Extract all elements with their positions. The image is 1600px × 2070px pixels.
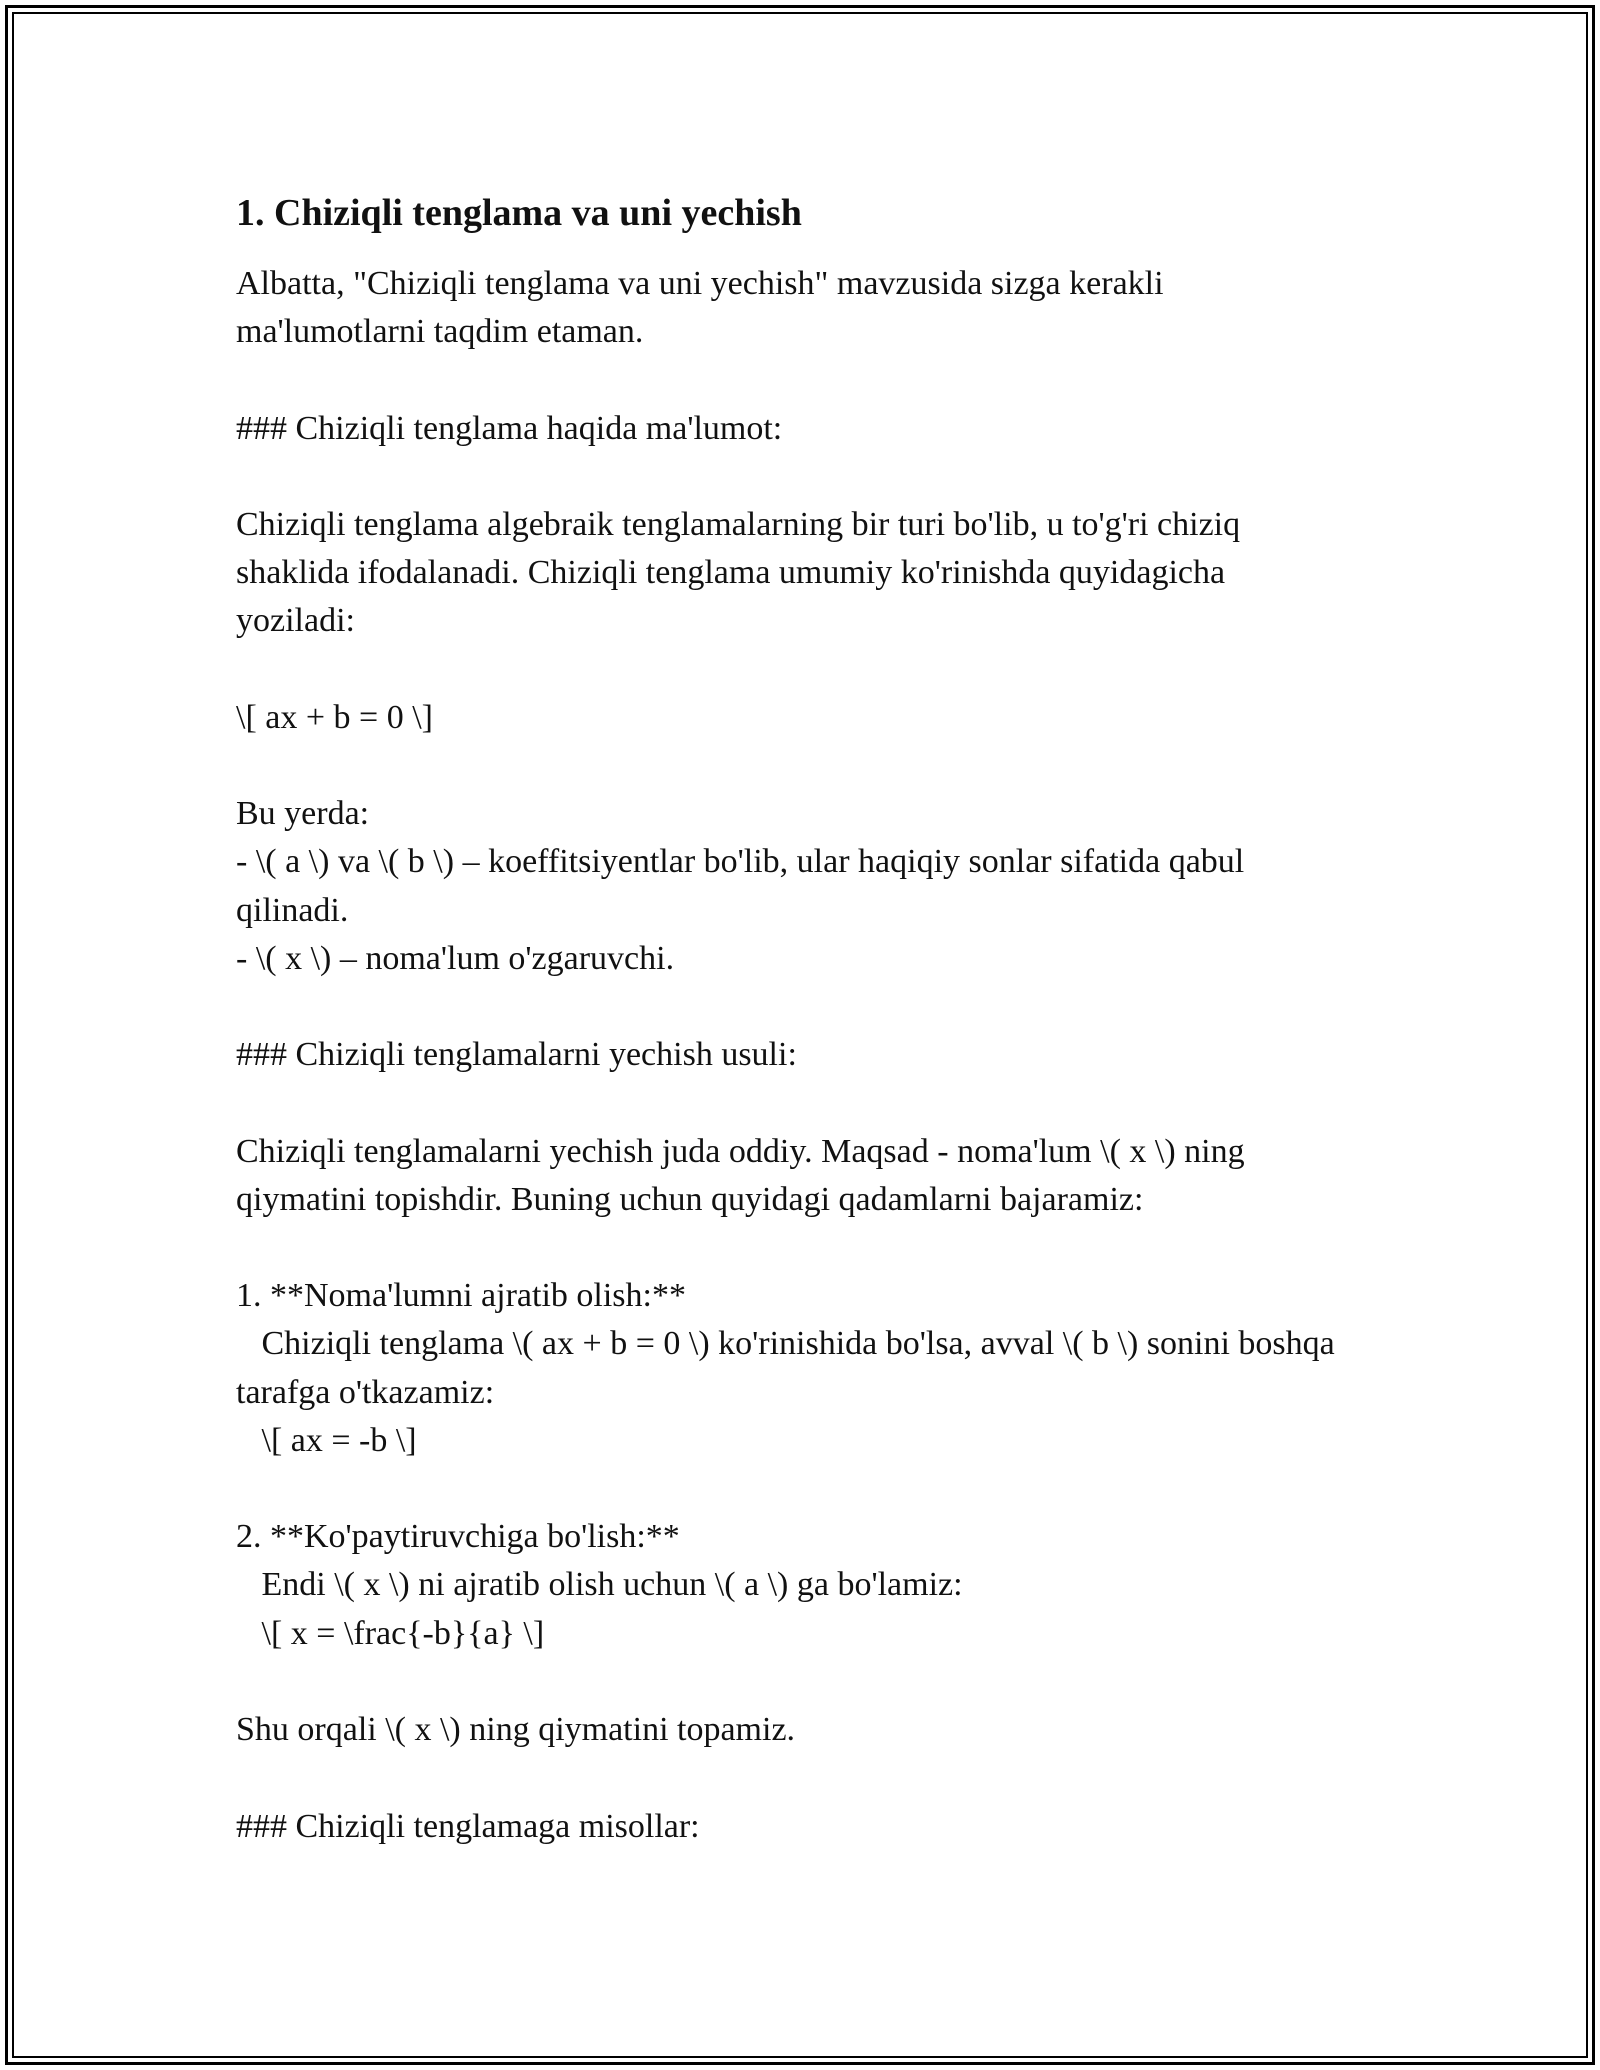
document-title: 1. Chiziqli tenglama va uni yechish: [236, 192, 802, 234]
document-body: Albatta, "Chiziqli tenglama va uni yechish" mavzusida sizga kerakli ma'lumotlarni taqdim etaman. ### Chiziqli tenglama haqida ma'lumot: Chiziqli tenglama algebraik tenglamalarning bir turi bo'lib, u to'g'ri chiziq shaklida ifodalanadi. Chiziqli tenglama umumiy ko'rinishda quyidagicha yoziladi: \[ ax + b = 0 \] Bu yerda: - \( a \) va \( b \) – koeffitsiyentlar bo'lib, ular haqiqiy sonlar sifatida qabul qilinadi. - \( x \) – noma'lum o'zgaruvchi. ### Chiziqli tenglamalarni yechish usuli: Chiziqli tenglamalarni yechish juda oddiy. Maqsad - noma'lum \( x \) ning qiymatini topishdir. Buning uchun quyidagi qadamlarni bajaramiz: 1. **Noma'lumni ajratib olish:** Chiziqli tenglama \( ax + b = 0 \) ko'rinishida bo'lsa, avval \( b \) sonini boshqa tarafga o'tkazamiz: \[ ax = -b \] 2. **Ko'paytiruvchiga bo'lish:** Endi \( x \) ni ajratib olish uchun \( a \) ga bo'lamiz: \[ x = \frac{-b}{a} \] Shu orqali \( x \) ning qiymatini topamiz. ### Chiziqli tenglamaga misollar:: [236, 265, 1335, 1845]
document-content: [236, 186, 1346, 1851]
